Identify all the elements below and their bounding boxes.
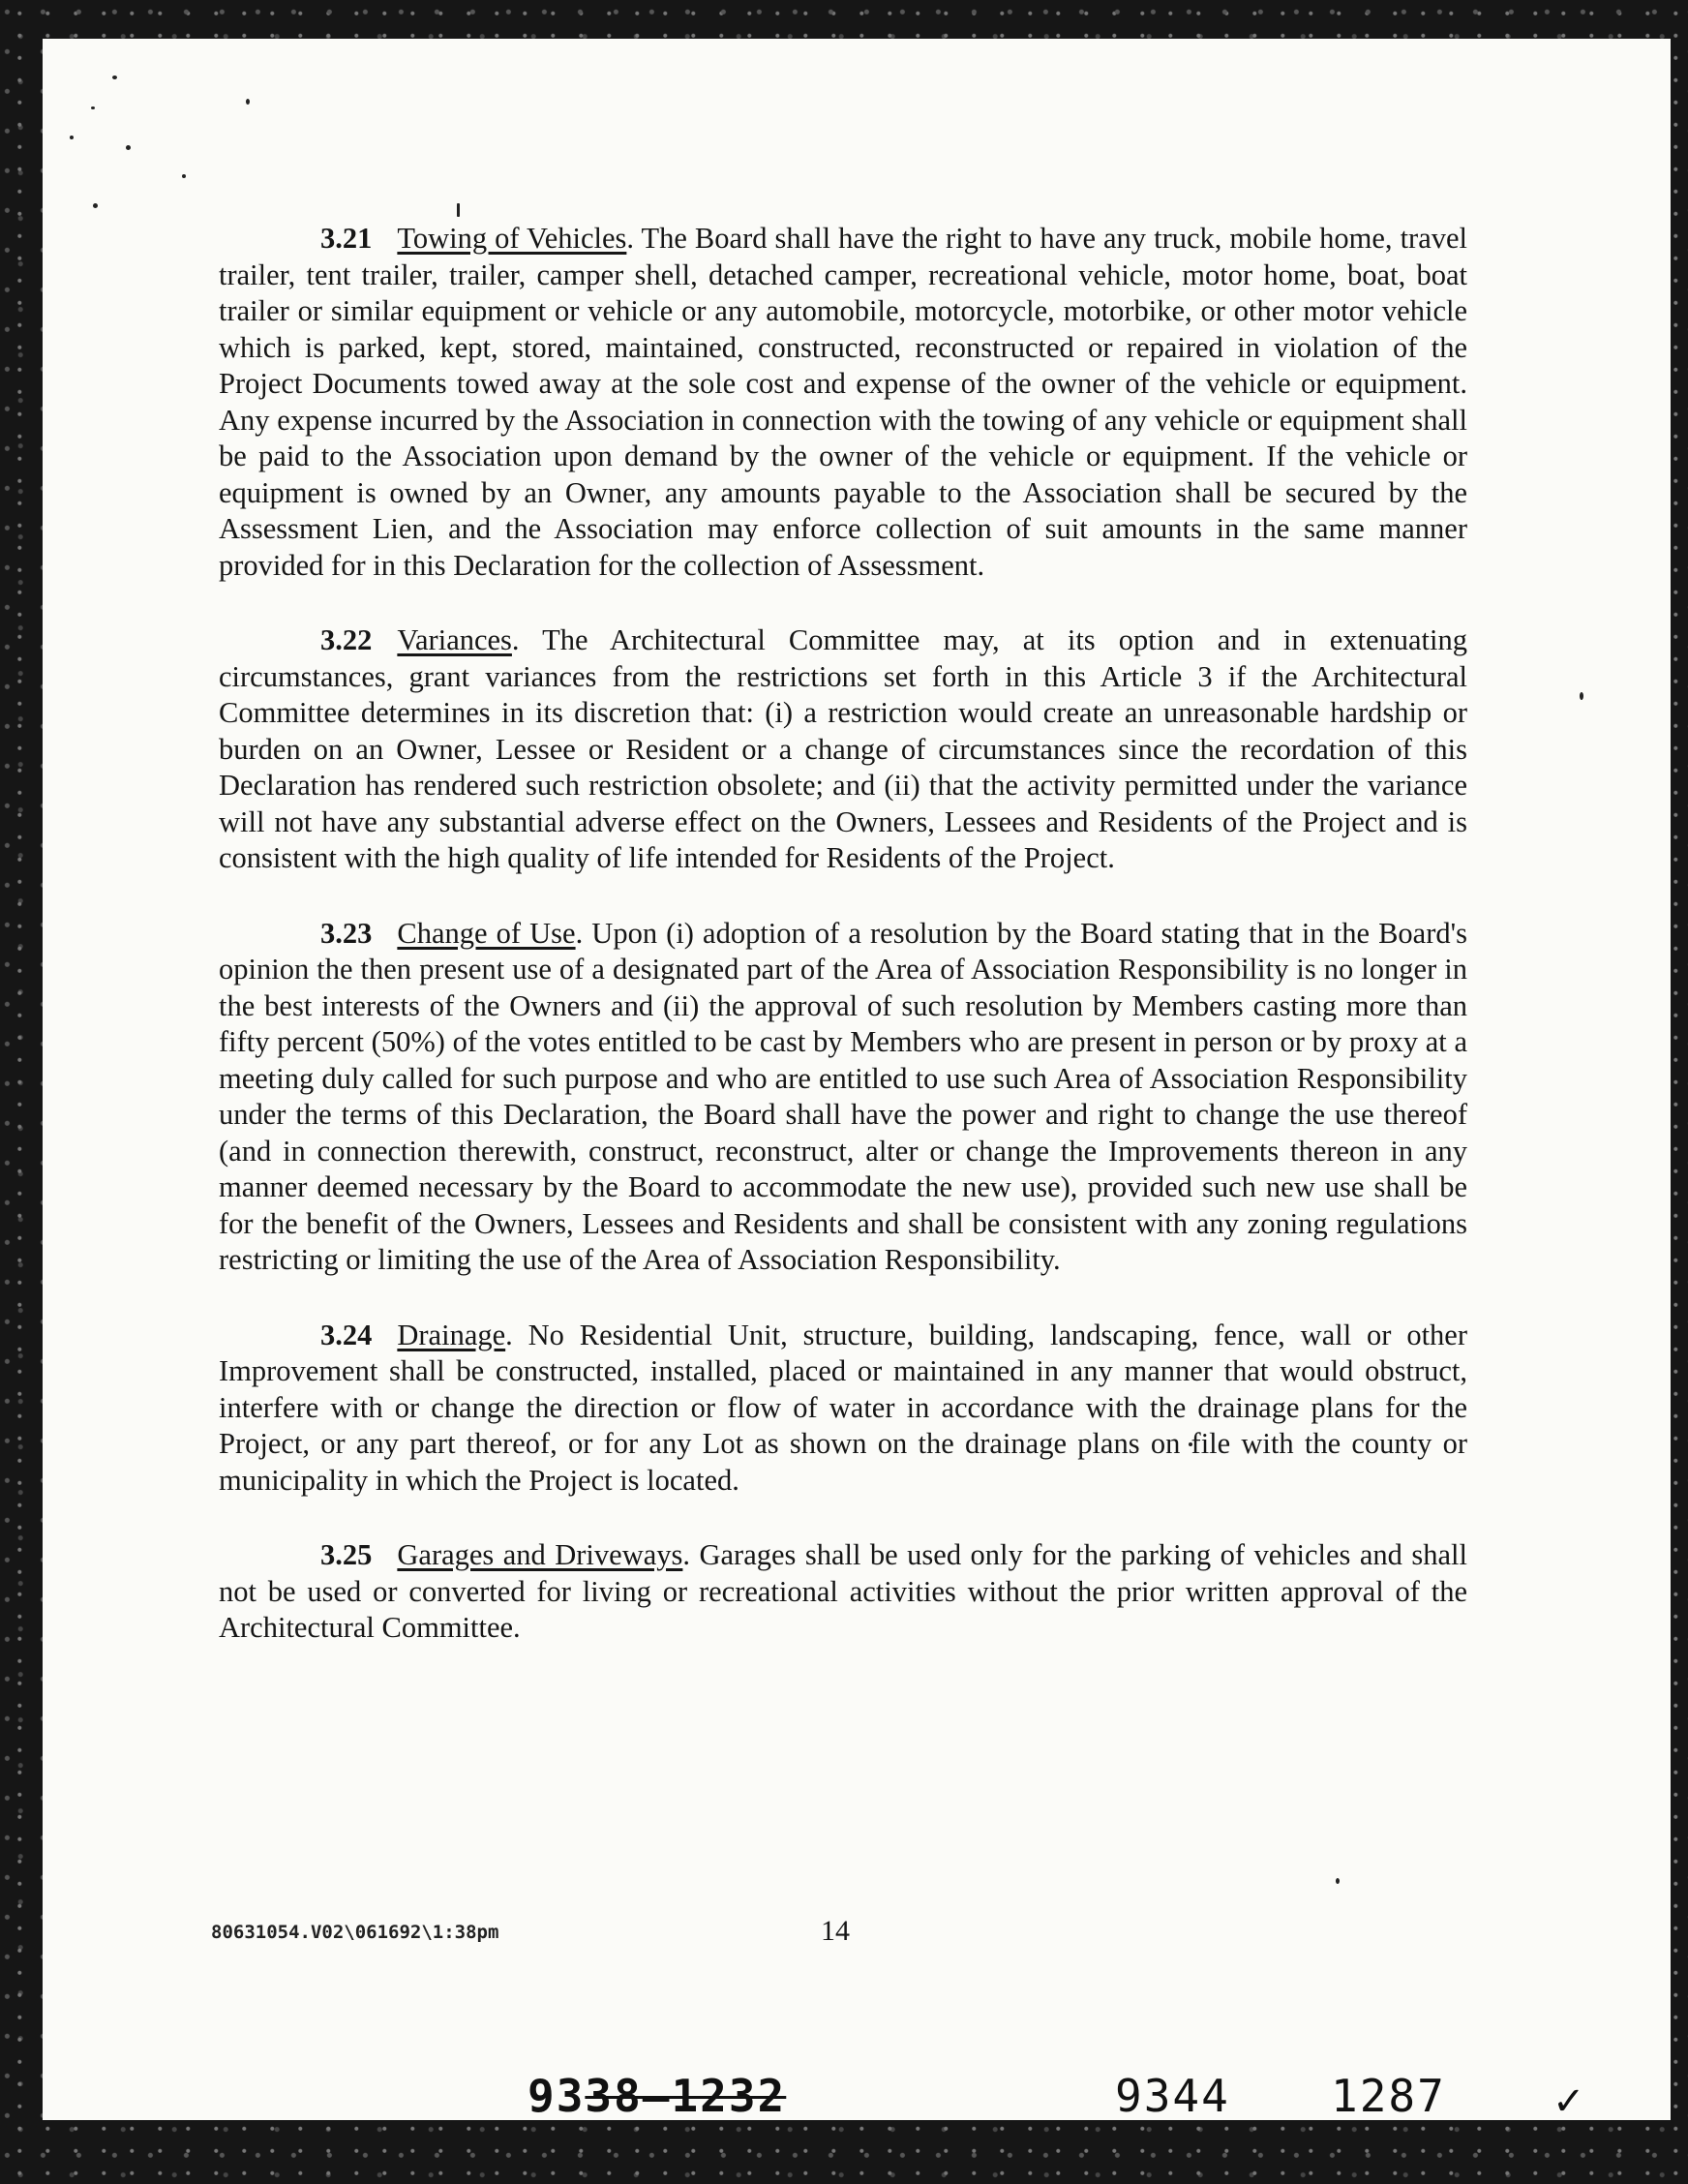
- section-number: 3.21: [320, 222, 373, 255]
- scan-speck: [126, 145, 131, 150]
- section-heading: Change of Use: [397, 916, 576, 950]
- recording-stamp-page: 1287: [1331, 2070, 1446, 2122]
- page-number: 14: [821, 1915, 850, 1947]
- section-text: No Residential Unit, structure, building, landscaping, fence, wall or other Improvement shall be constructed, installed, placed or maintained in any manner that would obstruct, interfere with or change the direction or flow of water in accordance with the drainage plans for the Project, or any part thereof, or for any Lot as shown on the drainage plans on file with the county or municipality in which the Project is located.: [219, 1318, 1467, 1497]
- section-3-22: 3.22 Variances. The Architectural Committee may, at its option and in extenuating circumstances, grant variances from the restrictions set forth in this Article 3 if the Architectural Committee determines in its discretion that: (i) a restriction would create an unreasonable hardship or burden on an Owner, Lessee or Resident or a change of circumstances since the recordation of this Declaration has rendered such restriction obsolete; and (ii) that the activity permitted under the variance will not have any substantial adverse effect on the Owners, Lessees and Residents of the Project and is consistent with the high quality of life intended for Residents of the Project.: [219, 623, 1468, 874]
- section-text: The Board shall have the right to have any truck, mobile home, travel trailer, tent trailer, trailer, camper shell, detached camper, recreational vehicle, motor home, boat, boat trailer or similar equipment or vehicle or any automobile, motorcycle, motorbike, or other motor vehicle which is parked, kept, stored, maintained, constructed, reconstructed or repaired in violation of the Project Documents towed away at the sole cost and expense of the owner of the vehicle or equipment. Any expense incurred by the Association in connection with the towing of any vehicle or equipment shall be paid to the Association upon demand by the owner of the vehicle or equipment. If the vehicle or equipment is owned by an Owner, any amounts payable to the Association shall be secured by the Assessment Lien, and the Association may enforce collection of suit amounts in the same manner provided for in this Declaration for the collection of Assessment.: [219, 222, 1468, 582]
- section-3-21: 3.21 Towing of Vehicles. The Board shall have the right to have any truck, mobile home, travel trailer, tent trailer, trailer, camper shell, detached camper, recreational vehicle, motor home, boat, boat trailer or similar equipment or vehicle or any automobile, motorcycle, motorbike, or other motor vehicle which is parked, kept, stored, maintained, constructed, reconstructed or repaired in violation of the Project Documents towed away at the sole cost and expense of the owner of the vehicle or equipment. Any expense incurred by the Association in connection with the towing of any vehicle or equipment shall be paid to the Association upon demand by the owner of the vehicle or equipment. If the vehicle or equipment is owned by an Owner, any amounts payable to the Association shall be secured by the Assessment Lien, and the Association may enforce collection of suit amounts in the same manner provided for in this Declaration for the collection of Assessment.: [219, 222, 1468, 582]
- document-body: [219, 221, 1467, 1685]
- section-3-25: 3.25 Garages and Driveways. Garages shall be used only for the parking of vehicles and shall not be used or converted for living or recreational activities without the prior written approval of the Architectural Committee.: [219, 1538, 1467, 1644]
- section-text: Garages shall be used only for the parking of vehicles and shall not be used or converted for living or recreational activities without the prior written approval of the Architectural Committee.: [219, 1538, 1467, 1644]
- section-text: Upon (i) adoption of a resolution by the Board stating that in the Board's opinion the then present use of a designated part of the Area of Association Responsibility is no longer in the best interests of the Owners and (ii) the approval of such resolution by Members casting more than fifty percent (50%) of the votes entitled to be cast by Members who are present in person or by proxy at a meeting duly called for such purpose and who are entitled to use such Area of Association Responsibility under the terms of this Declaration, the Board shall have the power and right to change the use thereof (and in connection therewith, construct, reconstruct, alter or change the Improvements thereon in any manner deemed necessary by the Board to accommodate the new use), provided such new use shall be for the benefit of the Owners, Lessees and Residents and shall be consistent with any zoning regulations restricting or limiting the use of the Area of Association Responsibility.: [219, 916, 1467, 1276]
- recording-stamp-book: 9344: [1115, 2070, 1230, 2122]
- section-number: 3.22: [320, 623, 373, 656]
- scan-speck: [1580, 692, 1583, 700]
- section-heading: Garages and Driveways: [397, 1538, 683, 1571]
- scan-speck: [1336, 1878, 1340, 1884]
- scan-speck: [182, 174, 186, 178]
- section-3-23: 3.23 Change of Use. Upon (i) adoption of a resolution by the Board stating that in the Board's opinion the then present use of a designated part of the Area of Association Responsibility is no longer in the best interests of the Owners and (ii) the approval of such resolution by Members casting more than fifty percent (50%) of the votes entitled to be cast by Members who are present in person or by proxy at a meeting duly called for such purpose and who are entitled to use such Area of Association Responsibility under the terms of this Declaration, the Board shall have the power and right to change the use thereof (and in connection therewith, construct, reconstruct, alter or change the Improvements thereon in any manner deemed necessary by the Board to accommodate the new use), provided such new use shall be for the benefit of the Owners, Lessees and Residents and shall be consistent with any zoning regulations restricting or limiting the use of the Area of Association Responsibility.: [219, 916, 1467, 1276]
- section-heading: Variances: [397, 623, 512, 656]
- scan-speck: [112, 76, 117, 79]
- section-number: 3.25: [320, 1538, 373, 1571]
- scan-speck: [93, 203, 98, 208]
- section-3-24: 3.24 Drainage. No Residential Unit, structure, building, landscaping, fence, wall or other Improvement shall be constructed, installed, placed or maintained in any manner that would obstruct, interfere with or change the direction or flow of water in accordance with the drainage plans for the Project, or any part thereof, or for any Lot as shown on the drainage plans on file with the county or municipality in which the Project is located.: [219, 1318, 1467, 1497]
- check-mark-icon: ✓: [1552, 2079, 1585, 2124]
- document-code: 80631054.V02\061692\1:38pm: [211, 1922, 499, 1943]
- recording-stamp-old: [528, 2070, 786, 2122]
- stamp-old-struck: 38—1232: [585, 2070, 787, 2122]
- section-number: 3.24: [320, 1318, 373, 1351]
- section-number: 3.23: [320, 916, 373, 950]
- section-heading: Drainage: [397, 1318, 506, 1351]
- scan-speck: [70, 136, 74, 139]
- section-text: The Architectural Committee may, at its option and in extenuating circumstances, grant variances from the restrictions set forth in this Article 3 if the Architectural Committee determines in its discretion that: (i) a restriction would create an unreasonable hardship or burden on an Owner, Lessee or Resident or a change of circumstances since the recordation of this Declaration has rendered such restriction obsolete; and (ii) that the activity permitted under the variance will not have any substantial adverse effect on the Owners, Lessees and Residents of the Project and is consistent with the high quality of life intended for Residents of the Project.: [219, 623, 1468, 874]
- scan-speck: [246, 99, 250, 105]
- section-heading: Towing of Vehicles: [397, 222, 627, 255]
- scan-speck: [457, 203, 460, 217]
- stamp-old-prefix: 93: [528, 2070, 586, 2122]
- scan-speck: [91, 106, 95, 109]
